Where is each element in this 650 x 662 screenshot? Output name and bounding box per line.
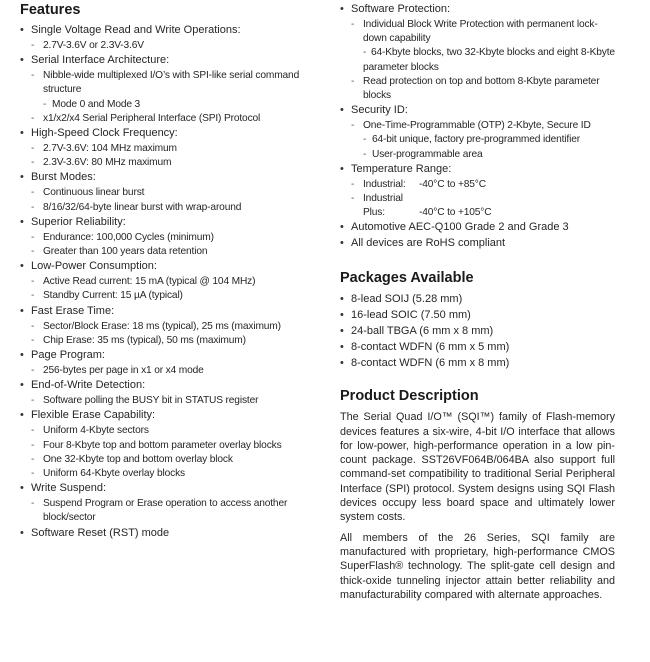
package-item: • 8-lead SOIJ (5.28 mm) — [340, 292, 615, 307]
feature-item: • Serial Interface Architecture: — [20, 53, 310, 68]
feature-sub-item: - 256-bytes per page in x1 or x4 mode — [20, 364, 310, 378]
feature-item: • Flexible Erase Capability: — [20, 408, 310, 423]
feature-sub-item: - One-Time-Programmable (OTP) 2-Kbyte, Secure ID — [340, 119, 615, 133]
feature-sub-item: - 64-bit unique, factory pre-programmed identifier — [340, 133, 615, 147]
features-list-continued — [340, 2, 615, 252]
feature-item: • All devices are RoHS compliant — [340, 236, 615, 251]
feature-item: • Security ID: — [340, 103, 615, 118]
feature-sub-item: - 2.3V-3.6V: 80 MHz maximum — [20, 156, 310, 170]
feature-item: • Burst Modes: — [20, 170, 310, 185]
feature-item: • Write Suspend: — [20, 481, 310, 496]
feature-item: • Software Reset (RST) mode — [20, 526, 310, 541]
package-item: • 8-contact WDFN (6 mm x 8 mm) — [340, 356, 615, 371]
package-item: • 16-lead SOIC (7.50 mm) — [340, 308, 615, 323]
feature-sub-item: - One 32-Kbyte top and bottom overlay block — [20, 453, 310, 467]
feature-item: • Low-Power Consumption: — [20, 259, 310, 274]
feature-sub-item: - User-programmable area — [340, 148, 615, 162]
packages-heading: Packages Available — [340, 269, 474, 286]
feature-sub-item: - Active Read current: 15 mA (typical @ 104 MHz) — [20, 275, 310, 289]
right-column — [340, 0, 615, 608]
feature-item: • Fast Erase Time: — [20, 304, 310, 319]
feature-sub-item — [340, 192, 615, 220]
feature-sub-item: - Software polling the BUSY bit in STATUS register — [20, 394, 310, 408]
features-heading: Features — [20, 2, 81, 18]
feature-sub-item: - Continuous linear burst — [20, 186, 310, 200]
feature-sub-item: - 2.7V-3.6V: 104 MHz maximum — [20, 142, 310, 156]
feature-sub-item: - Read protection on top and bottom 8-Kbyte parameter blocks — [340, 75, 615, 103]
feature-sub-item: - Greater than 100 years data retention — [20, 245, 310, 259]
feature-sub-value: -40°C to +85°C — [419, 178, 486, 190]
feature-sub-item: - Uniform 4-Kbyte sectors — [20, 424, 310, 438]
feature-item: • Page Program: — [20, 348, 310, 363]
product-description-heading: Product Description — [340, 388, 479, 405]
feature-sub-value: -40°C to +105°C — [419, 207, 492, 219]
feature-sub-label: Industrial: — [363, 178, 406, 190]
feature-item: • End-of-Write Detection: — [20, 378, 310, 393]
feature-sub-item: - Four 8-Kbyte top and bottom parameter overlay blocks — [20, 439, 310, 453]
packages-list — [340, 292, 615, 371]
feature-sub-item: - 2.7V-3.6V or 2.3V-3.6V — [20, 39, 310, 53]
feature-item: • Single Voltage Read and Write Operations: — [20, 23, 310, 38]
description-paragraph: All members of the 26 Series, SQI family are manufactured with proprietary, high-performance CMOS SuperFlash® technology. The split-gate cell design and thick-oxide tunneling injector attain better reliability and manufacturability compared with alternate approaches. — [340, 531, 615, 601]
feature-item: • Software Protection: — [340, 2, 615, 17]
feature-sub-item: - Uniform 64-Kbyte overlay blocks — [20, 467, 310, 481]
feature-item: • Superior Reliability: — [20, 215, 310, 230]
feature-sub-item — [340, 178, 615, 192]
feature-sub-item: - Standby Current: 15 µA (typical) — [20, 289, 310, 303]
feature-sub-text: 64-Kbyte blocks, two 32-Kbyte blocks and eight 8-Kbyte parameter blocks — [363, 47, 615, 73]
feature-sub-item: - Mode 0 and Mode 3 — [20, 98, 310, 112]
product-description — [340, 410, 615, 602]
feature-sub-item: - Suspend Program or Erase operation to access another block/sector — [20, 497, 310, 525]
left-column — [20, 0, 310, 542]
feature-sub-item — [340, 46, 615, 74]
feature-sub-item: - Sector/Block Erase: 18 ms (typical), 25 ms (maximum) — [20, 320, 310, 334]
description-paragraph: The Serial Quad I/O™ (SQI™) family of Flash-memory devices features a six-wire, 4-bit I/O interface that allows for low-power, high-performance operation in a low pin-count package. SST26VF064B/064BA also support full command-set compatibility to traditional Serial Peripheral Interface (SPI) protocol. System designs using SQI Flash devices occupy less board space and ultimately lower system costs. — [340, 411, 615, 524]
feature-item: • High-Speed Clock Frequency: — [20, 126, 310, 141]
feature-sub-item: - Endurance: 100,000 Cycles (minimum) — [20, 231, 310, 245]
feature-sub-item: - x1/x2/x4 Serial Peripheral Interface (SPI) Protocol — [20, 112, 310, 126]
feature-item: • Temperature Range: — [340, 162, 615, 177]
package-item: • 8-contact WDFN (6 mm x 5 mm) — [340, 340, 615, 355]
feature-sub-item: - Chip Erase: 35 ms (typical), 50 ms (maximum) — [20, 334, 310, 348]
feature-sub-item: - Individual Block Write Protection with permanent lock-down capability — [340, 18, 615, 46]
feature-sub-item: - 8/16/32/64-byte linear burst with wrap-around — [20, 201, 310, 215]
package-item: • 24-ball TBGA (6 mm x 8 mm) — [340, 324, 615, 339]
feature-item: • Automotive AEC-Q100 Grade 2 and Grade 3 — [340, 220, 615, 235]
feature-sub-item: - Nibble-wide multiplexed I/O’s with SPI-like serial command structure — [20, 69, 310, 97]
feature-sub-label: Industrial Plus: — [363, 193, 403, 219]
features-list — [20, 23, 310, 541]
